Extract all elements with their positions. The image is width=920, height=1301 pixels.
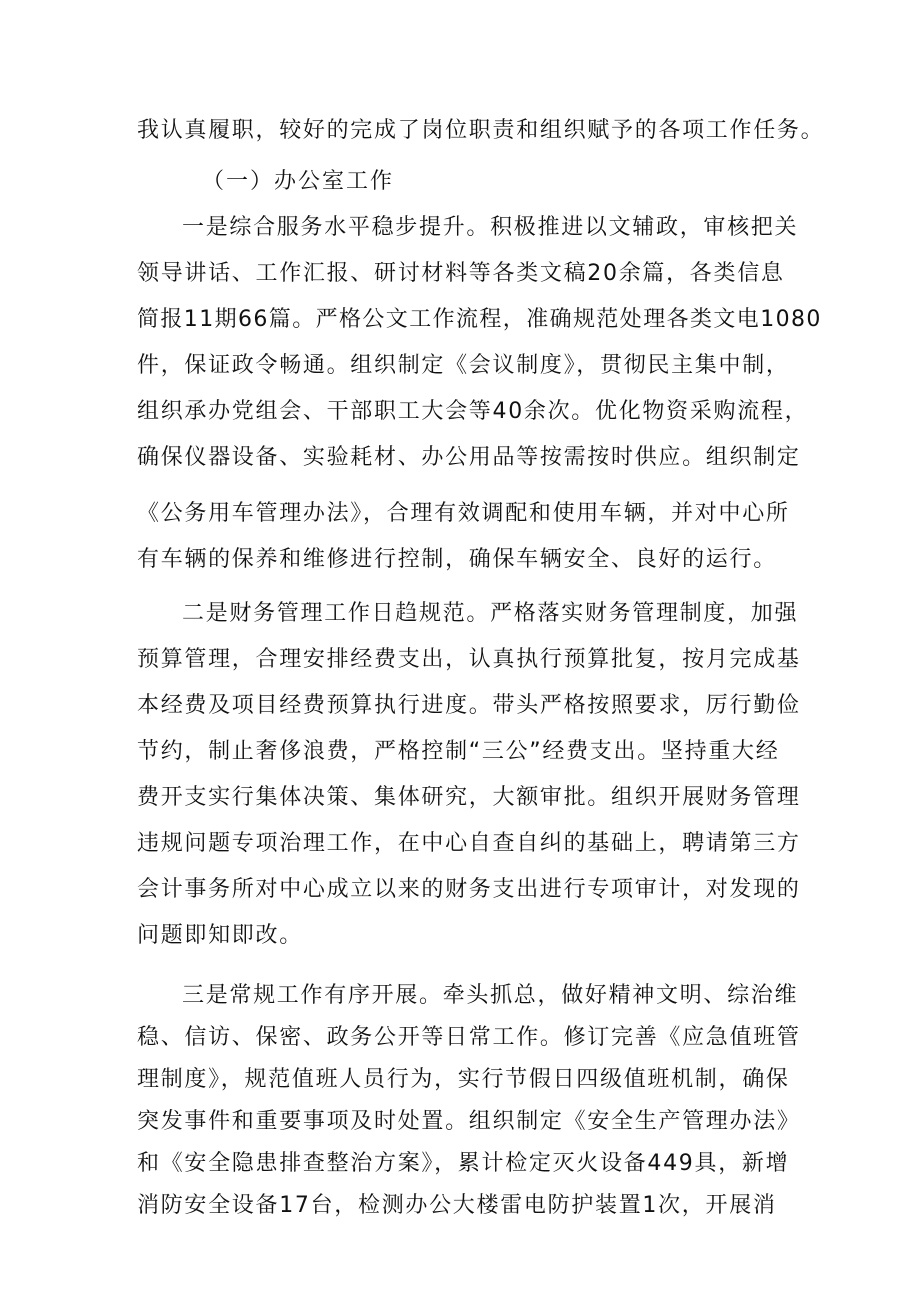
paragraph-2-line-8: 问题即知即改。 xyxy=(137,923,303,948)
paragraph-1-line-2: 领导讲话、工作汇报、研讨材料等各类文稿20余篇，各类信息 xyxy=(137,261,785,286)
paragraph-1-line-7: 《公务用车管理办法》，合理有效调配和使用车辆，并对中心所 xyxy=(137,501,790,526)
paragraph-3-line-4: 突发事件和重要事项及时处置。组织制定《安全生产管理办法》 xyxy=(137,1109,801,1134)
paragraph-1-line-3: 简报11期66篇。严格公文工作流程，准确规范处理各类文电1080 xyxy=(137,307,822,332)
paragraph-1-line-4: 件，保证政令畅通。组织制定《会议制度》，贯彻民主集中制， xyxy=(137,353,790,378)
paragraph-2-line-7: 会计事务所对中心成立以来的财务支出进行专项审计，对发现的 xyxy=(137,877,801,902)
paragraph-2-line-1: 二是财务管理工作日趋规范。严格落实财务管理制度，加强 xyxy=(182,601,799,626)
paragraph-3-line-5: 和《安全隐患排查整治方案》，累计检定灭火设备449具，新增 xyxy=(137,1151,790,1176)
intro-line: 我认真履职，较好的完成了岗位职责和组织赋予的各项工作任务。 xyxy=(137,118,825,143)
section-heading: （一）办公室工作 xyxy=(202,169,395,194)
paragraph-2-line-4: 节约，制止奢侈浪费，严格控制“三公”经费支出。坚持重大经 xyxy=(137,739,780,764)
paragraph-2-line-3: 本经费及项目经费预算执行进度。带头严格按照要求，厉行勤俭 xyxy=(137,693,801,718)
paragraph-1-line-5: 组织承办党组会、干部职工大会等40余次。优化物资采购流程， xyxy=(137,399,809,424)
paragraph-3-line-6: 消防安全设备17台，检测办公大楼雷电防护装置1次，开展消 xyxy=(137,1193,777,1218)
paragraph-2-line-5: 费开支实行集体决策、集体研究，大额审批。组织开展财务管理 xyxy=(137,785,801,810)
paragraph-2-line-6: 违规问题专项治理工作，在中心自查自纠的基础上，聘请第三方 xyxy=(137,831,801,856)
paragraph-1-line-8: 有车辆的保养和维修进行控制，确保车辆安全、良好的运行。 xyxy=(137,547,777,572)
paragraph-3-line-1: 三是常规工作有序开展。牵头抓总，做好精神文明、综治维 xyxy=(182,983,799,1008)
paragraph-2-line-2: 预算管理，合理安排经费支出，认真执行预算批复，按月完成基 xyxy=(137,647,801,672)
paragraph-1-line-1: 一是综合服务水平稳步提升。积极推进以文辅政，审核把关 xyxy=(182,215,799,240)
paragraph-3-line-2: 稳、信访、保密、政务公开等日常工作。修订完善《应急值班管 xyxy=(137,1025,801,1050)
paragraph-1-line-6: 确保仪器设备、实验耗材、办公用品等按需按时供应。组织制定 xyxy=(137,445,801,470)
paragraph-3-line-3: 理制度》，规范值班人员行为，实行节假日四级值班机制，确保 xyxy=(137,1067,790,1092)
